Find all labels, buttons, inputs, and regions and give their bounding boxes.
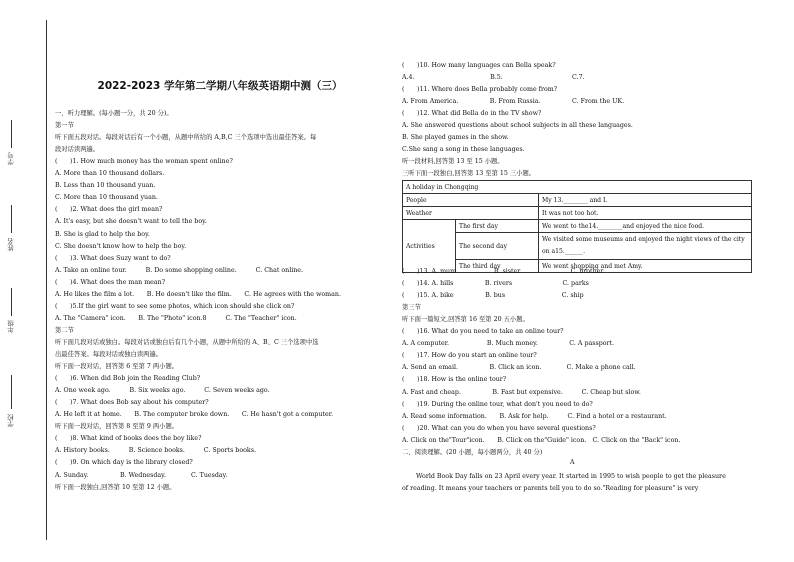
text-line: ( )6. When did Bob join the Reading Club?	[55, 375, 201, 383]
passage-line: of reading. It means your teachers or parents tell you to do so."Reading for pleasure" is very	[402, 485, 699, 492]
text-line: A. A computer. B. Much money. C. A passport.	[402, 340, 615, 348]
text-line: ( )10. How many languages can Bella speak?	[402, 62, 556, 69]
text-line: ( )1. How much money has the woman spent online?	[55, 158, 233, 166]
side-field-line	[11, 205, 12, 233]
text-line: 听下面五段对话。每段对话后有一个小题，从题中所给的 A,B,C 三个选项中选出最佳答案。每	[55, 134, 317, 142]
text-line: A. Send an email. B. Click an icon. C. Make a phone call.	[402, 364, 636, 372]
text-line: ( )9. On which day is the library closed?	[55, 459, 193, 467]
text-line: 听下面一段对话，回答第 6 至第 7 两小题。	[55, 363, 179, 371]
text-line: ( )18. How is the online tour?	[402, 376, 507, 384]
text-line: A. She answered questions about school subjects in all these languages.	[402, 122, 633, 130]
side-field-school: 学校	[7, 414, 15, 427]
table-row	[403, 233, 752, 260]
text-line: A. Read some information. B. Ask for help. C. Find a hotel or a restaurant.	[402, 412, 667, 420]
side-field-line	[11, 120, 12, 148]
text-line: A. From America. B. From Russia. C. From the UK.	[402, 98, 625, 106]
text-line: A. More than 10 thousand dollars.	[55, 170, 165, 178]
text-line: B. She played games in the show.	[402, 134, 509, 142]
holiday-table	[402, 180, 752, 273]
text-line: A.4. B.5. C.7.	[402, 74, 585, 82]
text-line: ( )12. What did Bella do in the TV show?	[402, 110, 542, 118]
table-cell: The second day	[456, 233, 539, 260]
text-line: 二、阅读理解。(20 小题，每小题两分，共 40 分)	[402, 448, 543, 456]
table-row	[403, 220, 752, 233]
text-line: 第一节	[55, 122, 74, 130]
text-line: ( )4. What does the man mean?	[55, 278, 166, 286]
table-cell: It was not too hot.	[539, 207, 752, 220]
side-field-line	[11, 288, 12, 316]
text-line: 听下面一段独白,回答第 10 至第 12 小题。	[55, 483, 176, 491]
text-line: B. Less than 10 thousand yuan.	[55, 182, 156, 190]
table-row	[403, 207, 752, 220]
text-line: C. She doesn't know how to help the boy.	[55, 242, 187, 250]
text-line: ( )11. Where does Bella probably come from?	[402, 86, 558, 94]
table-cell: Activities	[403, 220, 456, 273]
text-line: 听下面一段对话，回答第 8 至第 9 两小题。	[55, 423, 179, 431]
table-cell: People	[403, 194, 539, 207]
text-line: A. Sunday. B. Wednesday. C. Tuesday.	[55, 471, 228, 479]
text-line: A. It's easy, but she doesn't want to tell the boy.	[55, 218, 207, 226]
text-line: ( )8. What kind of books does the boy like?	[55, 435, 202, 443]
text-line: A. One week ago. B. Six weeks ago. C. Seven weeks ago.	[55, 387, 270, 395]
text-line: A. Click on the"Tour"icon. B. Click on the"Guide" icon. C. Click on the "Back" icon.	[402, 436, 681, 444]
table-cell: My 13.________ and I.	[539, 194, 752, 207]
text-line: ( )5.If the girl want to see some photos, which icon should she click on?	[55, 302, 295, 310]
table-row	[403, 194, 752, 207]
text-line: A. The "Camera" icon. B. The "Photo" icon.8 C. The "Teacher" icon.	[55, 314, 297, 322]
table-cell: We visited some museums and enjoyed the night views of the city on a15.______.	[539, 233, 752, 260]
text-line: ( )17. How do you start an online tour?	[402, 352, 537, 360]
text-line: 听下面几段对话或独白。每段对话或独白后有几个小题，从题中所给的 A、B、C 三个选项中选	[55, 338, 319, 346]
text-line: ( )16. What do you need to take an online tour?	[402, 328, 564, 336]
table-cell: We went shopping and met Amy.	[539, 260, 752, 273]
passage-line: World Book Day falls on 23 April every year. It started in 1995 to wish people to get the pleasure	[416, 473, 726, 480]
text-line: 出最佳答案。每段对话或独白读两遍。	[55, 351, 163, 358]
side-field-line	[11, 375, 12, 409]
text-line: B. She is glad to help the boy.	[55, 230, 150, 238]
text-line: ( )20. What can you do when you have several questions?	[402, 424, 596, 432]
table-caption: A holiday in Chongqing	[403, 181, 752, 194]
text-line: A. Take an online tour. B. Do some shopping online. C. Chat online.	[55, 266, 304, 274]
text-line: A. History books. B. Science books. C. Sports books.	[55, 447, 256, 455]
text-line: A. Fast and cheap. B. Fast but expensive. C. Cheap but slow.	[402, 388, 641, 396]
side-field-student-id: 学号	[7, 152, 15, 165]
side-field-name: 姓名	[7, 238, 15, 251]
text-line: 第三节	[402, 304, 421, 312]
text-line: 听下面一篇短文,回答第 16 至第 20 五小题。	[402, 316, 529, 324]
text-line: C.She sang a song in these languages.	[402, 146, 525, 154]
text-line: A. He left it at home. B. The computer broke down. C. He hasn't got a computer.	[55, 411, 334, 419]
text-line: A. He likes the film a lot. B. He doesn't like the film. C. He agrees with the woman.	[55, 290, 341, 298]
text-line: 一、听力理解。(每小题一分，共 20 分)。	[55, 110, 173, 117]
text-line: 第二节	[55, 326, 74, 334]
text-line: ( )19. During the online tour, what don't you need to do?	[402, 400, 593, 408]
text-line: 听一段材料,回答第 13 至 15 小题。	[402, 158, 504, 166]
table-cell: The third day	[456, 260, 539, 273]
table-cell: The first day	[456, 220, 539, 233]
text-line: ( )14. A. hills B. rivers C. parks	[402, 280, 589, 288]
table-cell: Weather	[403, 207, 539, 220]
text-line: C. More than 10 thousand yuan.	[55, 194, 158, 202]
text-line: ( )2. What does the girl mean?	[55, 206, 163, 214]
text-line: ( )3. What does Suzy want to do?	[55, 254, 171, 262]
exam-title: 2022-2023 学年第二学期八年级英语期中测（三）	[97, 80, 343, 92]
binding-line	[46, 20, 47, 540]
passage-letter: A	[570, 459, 575, 466]
text-line: ( )13. A. mum B. sister C. brother	[402, 268, 604, 275]
table-cell: We went to the14.________and enjoyed the nice food.	[539, 220, 752, 233]
text-line: 段对话读两遍。	[55, 146, 100, 154]
text-line: ( )7. What does Bob say about his computer?	[55, 399, 209, 407]
text-line: ( )15. A. bike B. bus C. ship	[402, 292, 584, 300]
side-field-grade: 年级	[7, 320, 15, 333]
text-line: 三听下面一段独白,回答第 13 至第 15 三小题。	[402, 170, 536, 178]
